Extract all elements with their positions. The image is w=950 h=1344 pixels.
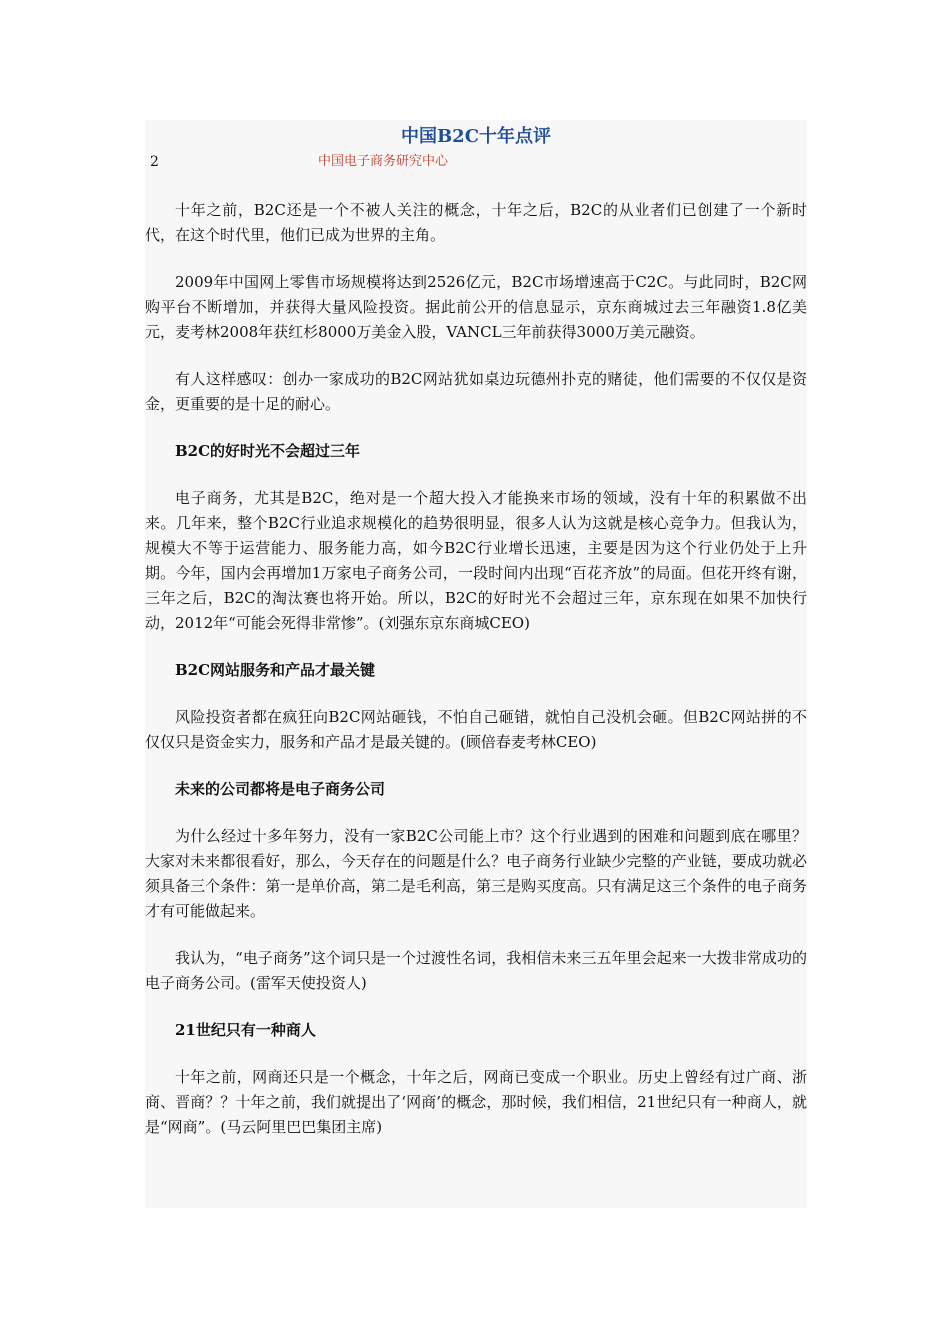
section-paragraph: 为什么经过十多年努力，没有一家B2C公司能上市？这个行业遇到的困难和问题到底在哪里？大家对未来都很看好，那么，今天存在的问题是什么？电子商务行业缺少完整的产业链，要成功就必须具备三个条件：第一是单价高，第二是毛利高，第三是购买度高。只有满足这三个条件的电子商务才有可能做起来。 bbox=[145, 827, 807, 920]
section-heading: B2C的好时光不会超过三年 bbox=[175, 442, 361, 460]
section-paragraph: 风险投资者都在疯狂向B2C网站砸钱，不怕自己砸错，就怕自己没机会砸。但B2C网站拼的不仅仅只是资金实力，服务和产品才是最关键的。(顾倍春麦考林CEO) bbox=[145, 708, 807, 751]
section-heading: 21世纪只有一种商人 bbox=[175, 1021, 316, 1039]
section-paragraph: 我认为，“电子商务”这个词只是一个过渡性名词，我相信未来三五年里会起来一大拨非常成功的电子商务公司。(雷军天使投资人) bbox=[145, 949, 807, 992]
section-paragraph: 十年之前，网商还只是一个概念，十年之后，网商已变成一个职业。历史上曾经有过广商、浙商、晋商？？十年之前，我们就提出了‘网商’的概念，那时候，我们相信，21世纪只有一种商人，就是“网商”。(马云阿里巴巴集团主席) bbox=[145, 1068, 807, 1136]
section-heading: 未来的公司都将是电子商务公司 bbox=[175, 780, 386, 798]
source-label: 中国电子商务研究中心 bbox=[318, 154, 449, 169]
article-body bbox=[145, 198, 807, 1162]
intro-paragraph: 十年之前，B2C还是一个不被人关注的概念，十年之后，B2C的从业者们已创建了一个新时代，在这个时代里，他们已成为世界的主角。 bbox=[145, 201, 807, 244]
document-title: 中国B2C十年点评 bbox=[400, 126, 552, 147]
section-paragraph: 电子商务，尤其是B2C，绝对是一个超大投入才能换来市场的领域，没有十年的积累做不出来。几年来，整个B2C行业追求规模化的趋势很明显，很多人认为这就是核心竞争力。但我认为，规模大不等于运营能力、服务能力高，如今B2C行业增长迅速，主要是因为这个行业仍处于上升期。今年，国内会再增加1万家电子商务公司，一段时间内出现“百花齐放”的局面。但花开终有谢，三年之后，B2C的淘汰赛也将开始。所以，B2C的好时光不会超过三年，京东现在如果不加快行动，2012年“可能会死得非常惨”。(刘强东京东商城CEO) bbox=[145, 489, 807, 632]
intro-paragraph: 2009年中国网上零售市场规模将达到2526亿元，B2C市场增速高于C2C。与此同时，B2C网购平台不断增加，并获得大量风险投资。据此前公开的信息显示，京东商城过去三年融资1.8亿美元，麦考林2008年获红杉8000万美金入股，VANCL三年前获得3000万美元融资。 bbox=[145, 273, 807, 341]
intro-paragraph: 有人这样感叹：创办一家成功的B2C网站犹如桌边玩德州扑克的赌徒，他们需要的不仅仅是资金，更重要的是十足的耐心。 bbox=[145, 370, 807, 413]
page-number: 2 bbox=[150, 154, 159, 170]
section-heading: B2C网站服务和产品才最关键 bbox=[175, 661, 376, 679]
